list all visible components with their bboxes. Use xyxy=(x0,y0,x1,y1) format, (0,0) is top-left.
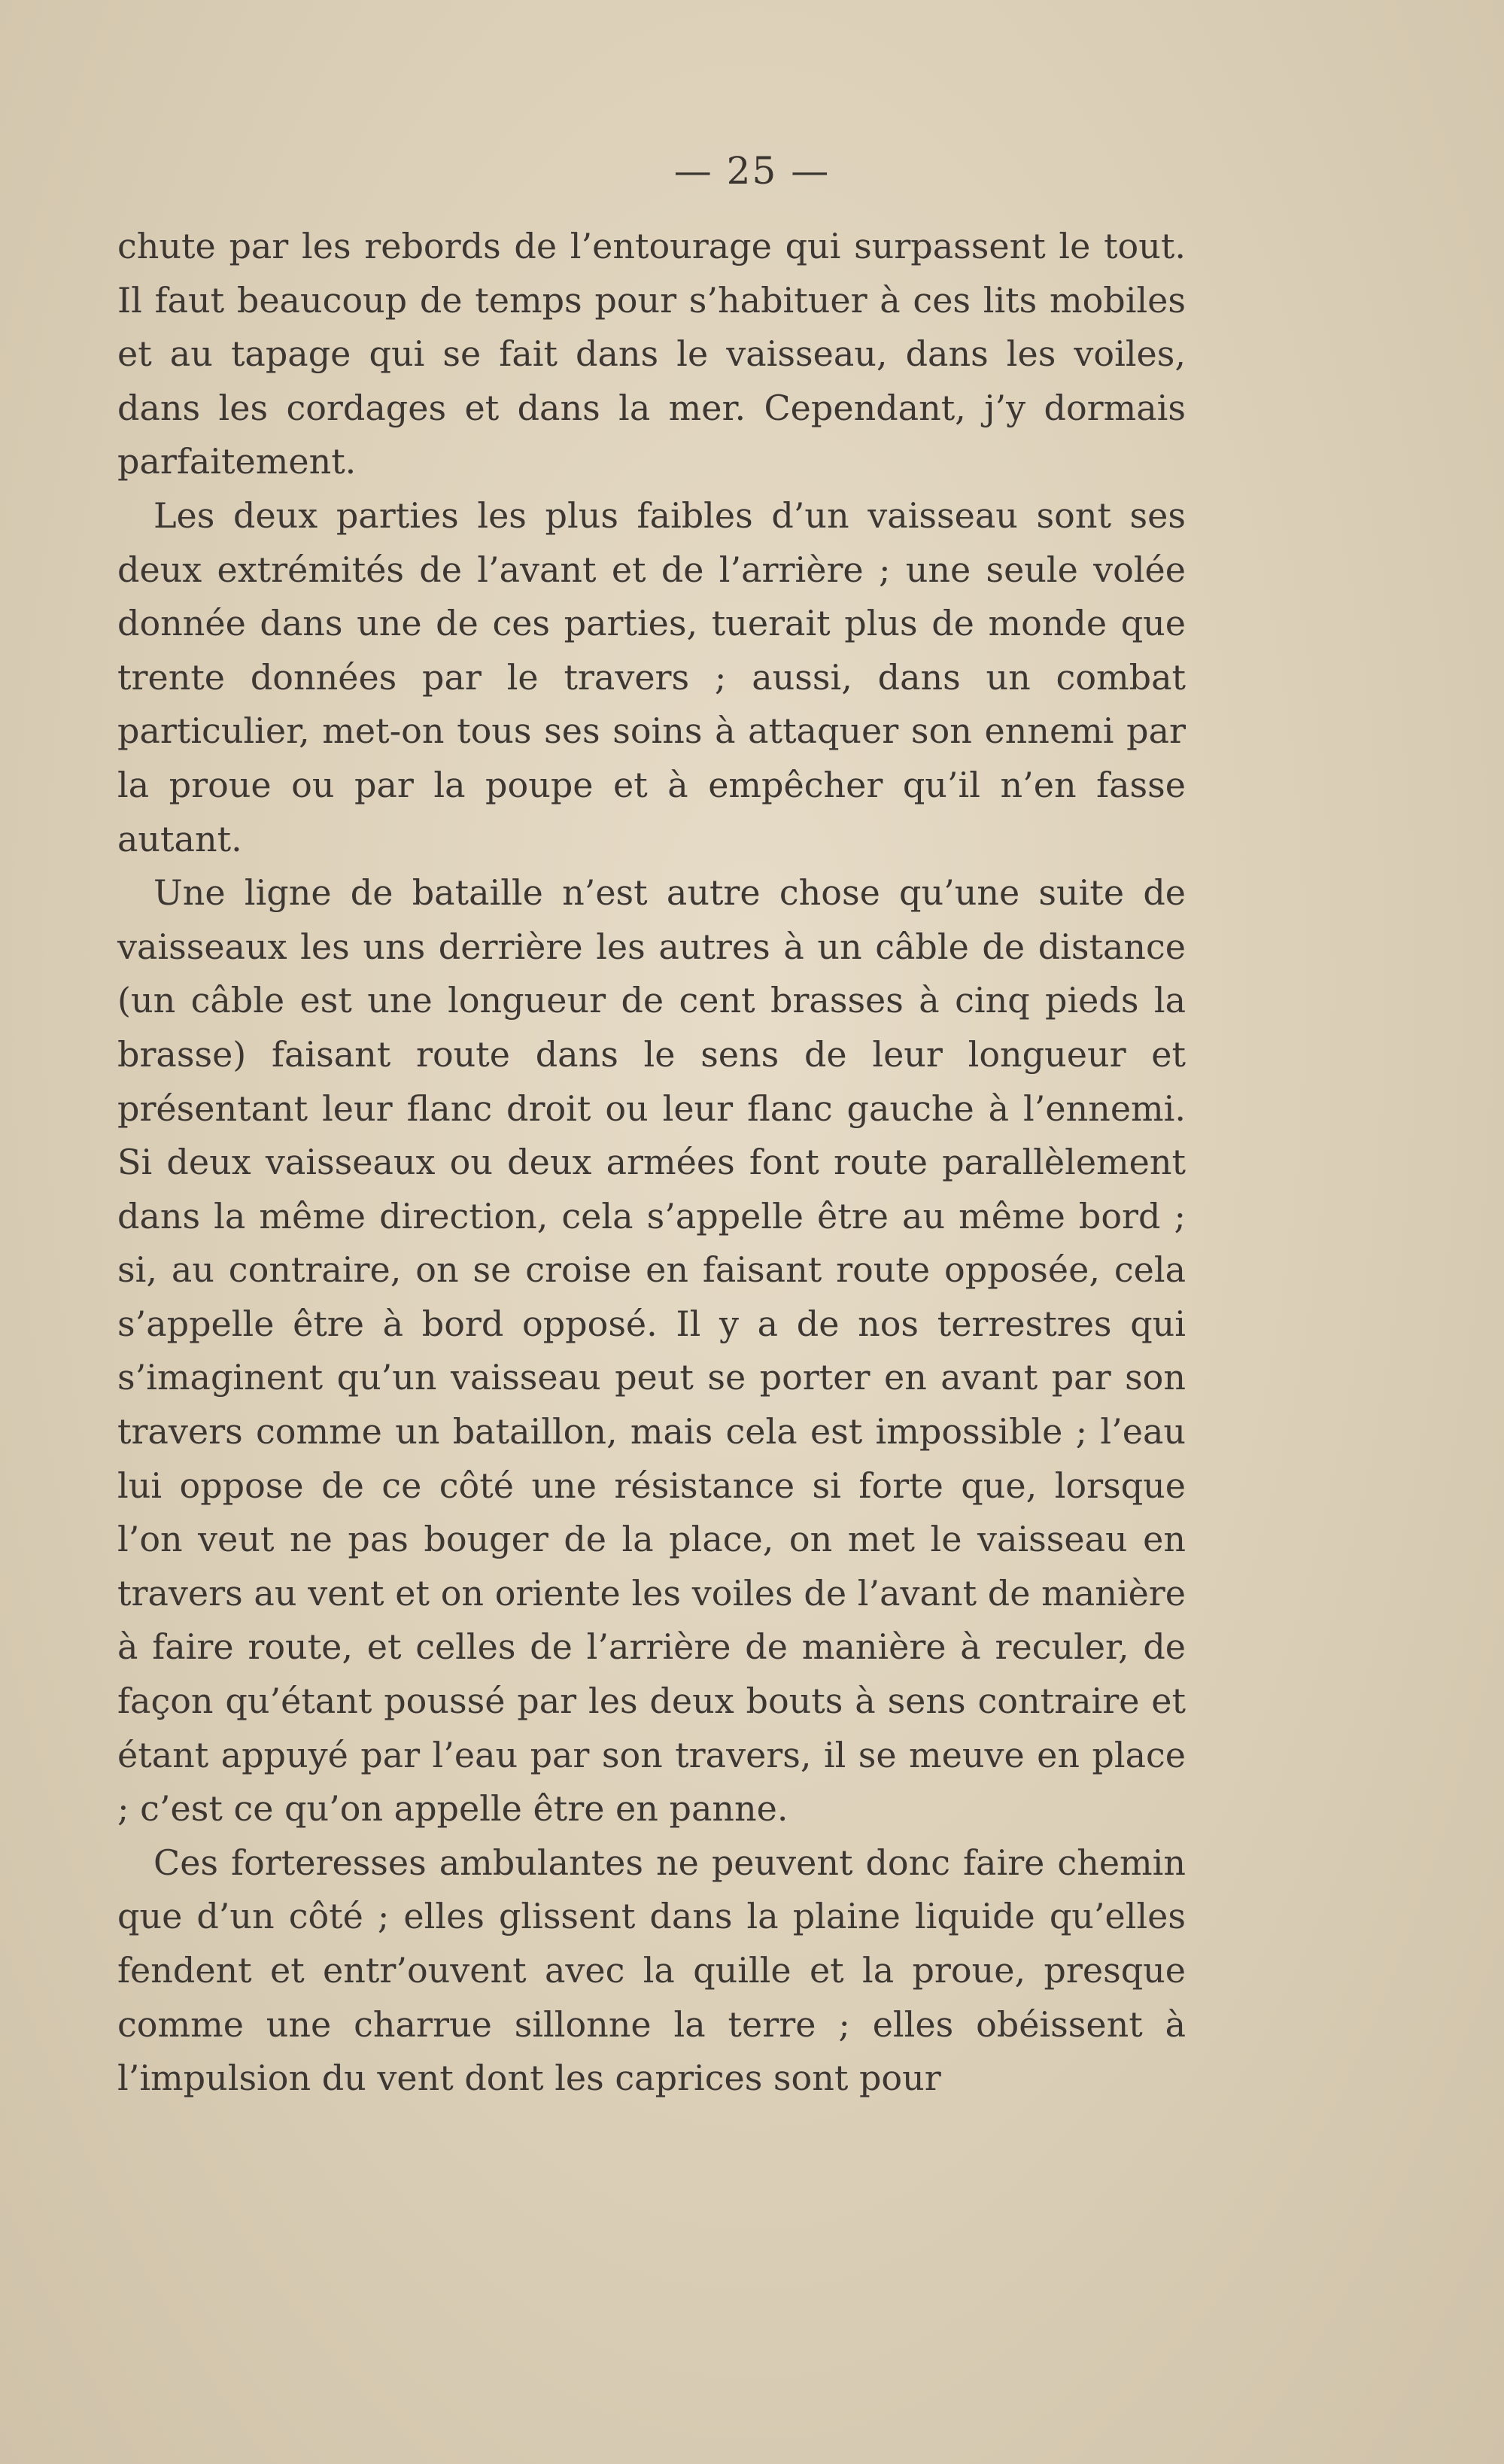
paragraph-1: chute par les rebords de l’entourage qui surpassent le tout. Il faut beaucoup de temps pour s’habituer à ces lits mobiles et au tapage qui se fait dans le vaisseau, dans les voiles, dans les cordages et dans la mer. Cependant, j’y dormais parfaitement. xyxy=(117,226,1186,482)
paragraph-2: Les deux parties les plus faibles d’un vaisseau sont ses deux extrémités de l’avant et de l’arrière ; une seule volée donnée dans une de ces parties, tuerait plus de monde que trente données par le travers ; aussi, dans un combat particulier, met-on tous ses soins à attaquer son ennemi par la proue ou par la poupe et à empêcher qu’il n’en fasse autant. xyxy=(117,494,1186,859)
body-text xyxy=(117,220,1186,2106)
paragraph-4: Ces forteresses ambulantes ne peuvent donc faire chemin que d’un côté ; elles glissent dans la plaine liquide qu’elles fendent et entr’ouvent avec la quille et la proue, presque comme une charrue sillonne la terre ; elles obéissent à l’impulsion du vent dont les caprices sont pour xyxy=(117,1842,1186,2099)
page-number: — 25 — xyxy=(673,149,831,193)
paragraph-3: Une ligne de bataille n’est autre chose qu’une suite de vaisseaux les uns derrière les autres à un câble de distance (un câble est une longueur de cent brasses à cinq pieds la brasse) faisant route dans le sens de leur longueur et présentant leur flanc droit ou leur flanc gauche à l’ennemi. Si deux vaisseaux ou deux armées font route parallèlement dans la même direction, cela s’appelle être au même bord ; si, au contraire, on se croise en faisant route opposée, cela s’appelle être à bord opposé. Il y a de nos terrestres qui s’imaginent qu’un vaisseau peut se porter en avant par son travers comme un bataillon, mais cela est impossible ; l’eau lui oppose de ce côté une résistance si forte que, lorsque l’on veut ne pas bouger de la place, on met le vaisseau en travers au vent et on oriente les voiles de l’avant de manière à faire route, et celles de l’arrière de manière à reculer, de façon qu’étant poussé par les deux bouts à sens contraire et étant appuyé par l’eau par son travers, il se meuve en place ; c’est ce qu’on appelle être en panne. xyxy=(117,872,1186,1830)
